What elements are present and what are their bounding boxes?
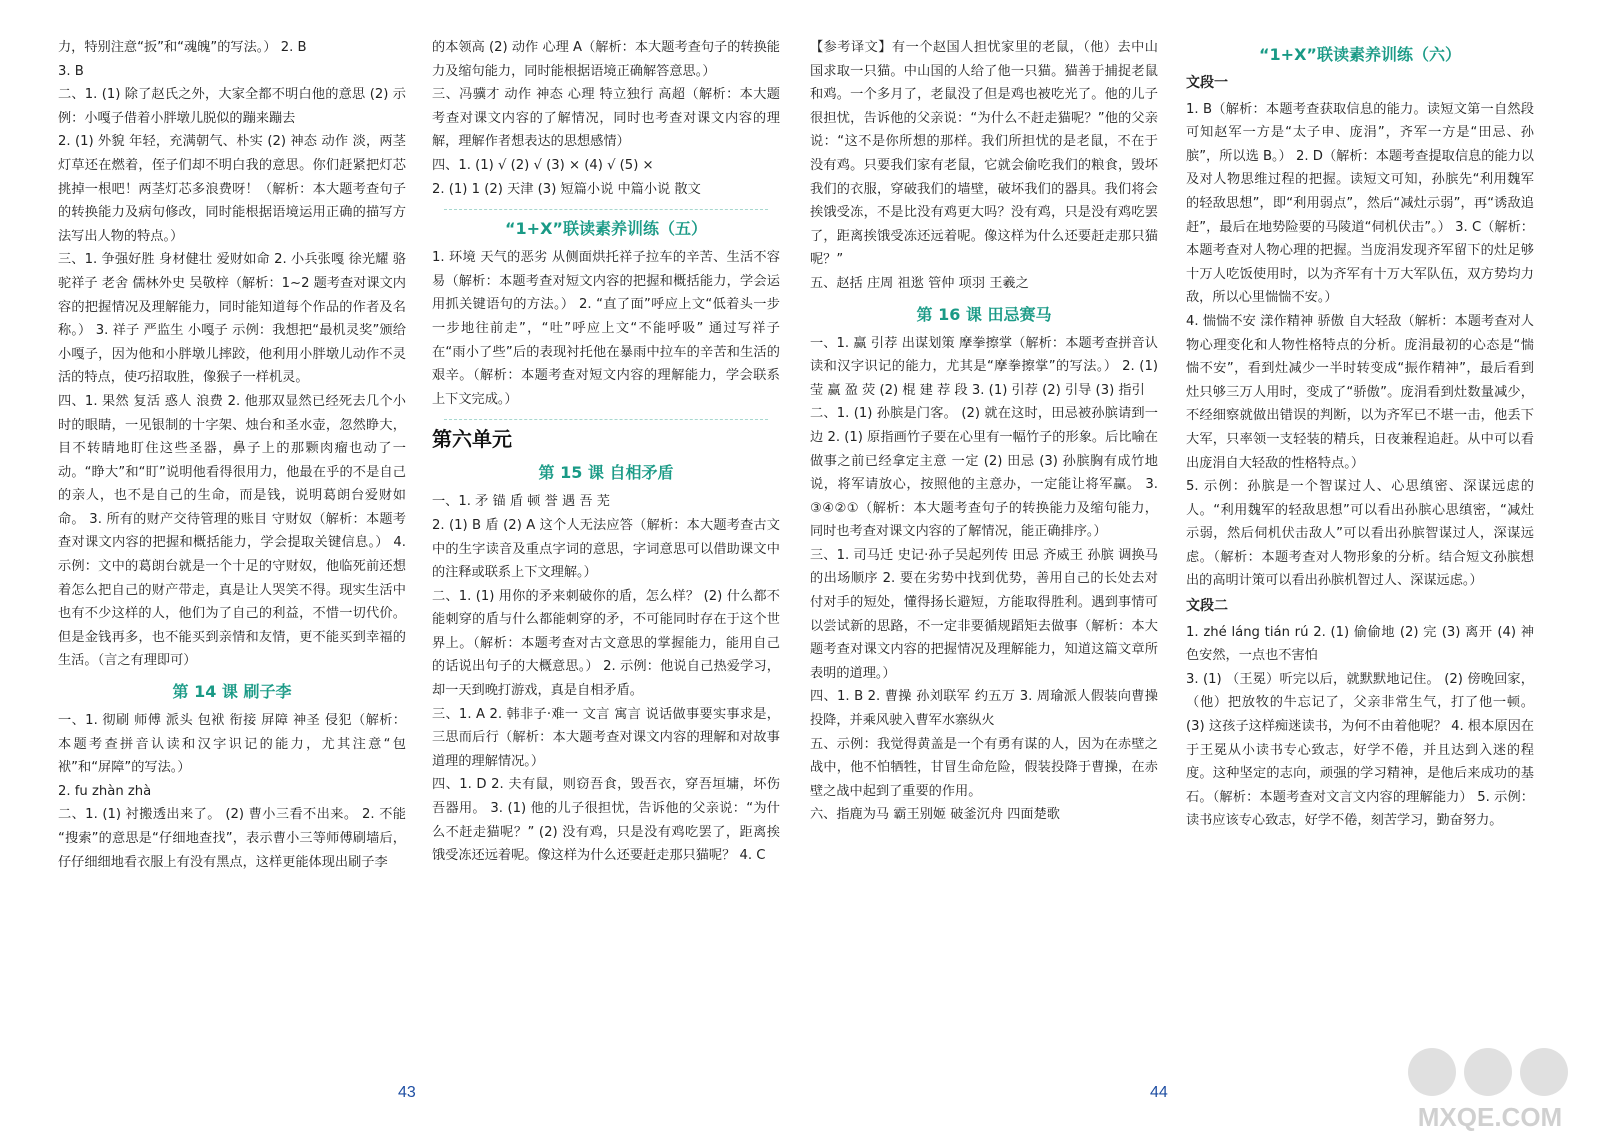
answer-paragraph: 四、1. (1) √ (2) √ (3) × (4) √ (5) × <box>432 157 654 173</box>
column-4 <box>1186 36 1534 833</box>
answer-paragraph: 三、冯骥才 动作 神态 心理 特立独行 高超（解析：本大题考查对课文内容的了解情况，同时也考查对课文内容的理解，理解作者想表达的思想感情） <box>432 87 780 150</box>
column-3 <box>810 36 1158 827</box>
answer-paragraph: 二、1. (1) 除了赵氏之外，大家全都不明白他的意思 (2) 示例：小嘎子借着小胖墩儿脱似的蹦来蹦去 <box>58 87 406 126</box>
answer-paragraph: 一、1. 彻刷 师傅 派头 包袱 衔接 屏障 神圣 侵犯（解析：本题考查拼音认读和汉字识记的能力，尤其注意“包袱”和“屏障”的写法。） <box>58 713 406 776</box>
passage-1-heading: 文段一 <box>1186 75 1228 91</box>
answer-paragraph: 2. (1) 外貌 年轻，充满朝气、朴实 (2) 神态 动作 淡，两茎灯草还在燃着，侄子们却不明白我的意思。你们赶紧把灯芯挑掉一根吧！两茎灯芯多浪费呀！（解析：本大题考查句子的转换能力及病句修改，同时能根据语境运用正确的描写方法写出人物的特点。） <box>58 134 406 244</box>
lesson-14-title: 第 14 课 刷子李 <box>172 682 292 702</box>
answer-paragraph: 四、1. B 2. 曹操 孙刘联军 约五万 3. 周瑜派人假装向曹操投降，并乘风驶入曹军水寨纵火 <box>810 689 1158 729</box>
answer-paragraph: 四、1. 果然 复活 惑人 浪费 2. 他那双显然已经死去几个小时的眼睛，一见银制的十字架、烛台和圣水壶，忽然睁大，目不转睛地盯住这些圣器，鼻子上的那颗肉瘤也动了一动。“睁大”和“盯”说明他看得很用力，他最在乎的不是自己的亲人，也不是自己的生命，而是钱，说明葛朗台爱财如命。 3. 所有的财产交待管理的账目 守财奴（解析：本题考查对课文内容的把握和概括能力，学会提取关键信息。） 4. 示例：文中的葛朗台就是一个十足的守财奴，他临死前还想着怎么把自己的财产带走，真是让人哭笑不得。现实生活中也有不少这样的人，他们为了自己的利益，不惜一切代价。但是金钱再多，也不能买到亲情和友情，更不能买到幸福的生活。（言之有理即可） <box>58 393 406 669</box>
page-number-right: 44 <box>1150 1084 1168 1101</box>
answer-paragraph: 5. 示例：孙膑是一个智谋过人、心思缜密、深谋远虑的人。“利用魏军的轻敌思想”可以看出孙膑心思缜密，“减灶示弱，然后伺机伏击敌人”可以看出孙膑智谋过人，深谋远虑。（解析：本题考查对人物形象的分析。结合短文孙膑想出的高明计策可以看出孙膑机智过人、深谋远虑。） <box>1186 479 1534 589</box>
answer-paragraph: 3. B <box>58 63 84 79</box>
answer-paragraph: 二、1. (1) 孙膑是门客。 (2) 就在这时，田忌被孙膑请到一边 2. (1) 原指画竹子要在心里有一幅竹子的形象。后比喻在做事之前已经拿定主意 一定 (2) 田忌 (3) 孙膑胸有成竹地说，将军请放心，按照他的主意办，一定能让将军赢。 3. ③④②①（解析：本大题考查句子的转换能力及缩句能力，同时也考查对课文内容的了解情况，能正确排序。） <box>810 406 1158 540</box>
column-2 <box>432 36 780 868</box>
answer-paragraph: 1. zhé láng tián rú 2. (1) 偷偷地 (2) 完 (3) 离开 (4) 神色安然，一点也不害怕 <box>1186 624 1534 664</box>
answer-paragraph: 五、赵括 庄周 祖逖 管仲 项羽 王羲之 <box>810 275 1029 291</box>
watermark-text: MXQE.COM <box>1417 1102 1563 1132</box>
unit-6-title: 第六单元 <box>432 427 512 452</box>
answer-paragraph: 2. (1) B 盾 (2) A 这个人无法应答（解析：本大题考查古文中的生字读音及重点字词的意思，字词意思可以借助课文中的注释或联系上下文理解。） <box>432 517 780 581</box>
answer-paragraph: 三、1. A 2. 韩非子·难一 文言 寓言 说话做事要实事求是，三思而后行（解析：本大题考查对课文内容的理解和对故事道理的理解情况。） <box>432 706 780 769</box>
answer-paragraph: 1. 环境 天气的恶劣 从侧面烘托祥子拉车的辛苦、生活不容易（解析：本题考查对短文内容的把握和概括能力，学会运用抓关键语句的方法。） 2. “直了面”呼应上文“低着头一步一步地往前走”，“吐”呼应上文“不能呼吸” 通过写祥子在“雨小了些”后的表现衬托他在暴雨中拉车的辛苦和生活的艰辛。（解析：本题考查对短文内容的理解能力，学会联系上下文完成。） <box>432 250 780 407</box>
answer-paragraph: 三、1. 争强好胜 身材健壮 爱财如命 2. 小兵张嘎 徐光耀 骆驼祥子 老舍 儒林外史 吴敬梓（解析：1~2 题考查对课文内容的把握情况及理解能力，同时能知道每个作品的作者及名称。） 3. 祥子 严监生 小嘎子 示例：我想把“最机灵奖”颁给小嘎子，因为他和小胖墩儿摔跤，他利用小胖墩儿动作不灵活的特点，使巧招取胜，像猴子一样机灵。 <box>58 252 406 386</box>
lesson-15-title: 第 15 课 自相矛盾 <box>538 463 674 483</box>
answer-paragraph: 六、指鹿为马 霸王别姬 破釜沉舟 四面楚歌 <box>810 807 1060 823</box>
passage-2-heading: 文段二 <box>1186 598 1228 615</box>
answer-paragraph: 一、1. 赢 引荐 出谋划策 摩拳擦掌（解析：本题考查拼音认读和汉字识记的能力，尤其是“摩拳擦掌”的写法。） 2. (1) 莹 赢 盈 荧 (2) 棍 建 荐 段 3. (1) 引荐 (2) 引导 (3) 指引 <box>810 335 1158 398</box>
answer-paragraph: 3. (1) （王冕）听完以后，就默默地记住。 (2) 傍晚回家，（他）把放牧的牛忘记了，父亲非常生气，打了他一顿。 (3) 这孩子这样痴迷读书，为何不由着他呢？ 4. 根本原因在于王冕从小读书专心致志，好学不倦，并且达到入迷的程度。这种坚定的志向，顽强的学习精神，是他后来成功的基石。（解析：本题考查对文言文内容的理解能力） 5. 示例：读书应该专心致志，好学不倦，刻苦学习，勤奋努力。 <box>1186 671 1534 829</box>
answer-paragraph: 一、1. 矛 锚 盾 顿 誉 遇 吾 芜 <box>432 494 610 510</box>
answer-paragraph: 力，特别注意“扳”和“魂魄”的写法。） 2. B <box>58 40 307 55</box>
answer-paragraph: 2. fu zhàn zhà <box>58 783 152 799</box>
page-number-left: 43 <box>398 1084 416 1101</box>
answer-paragraph: 2. (1) 1 (2) 天津 (3) 短篇小说 中篇小说 散文 <box>432 181 701 197</box>
answer-paragraph: 二、1. (1) 衬搬透出来了。 (2) 曹小三看不出来。 2. 不能 “搜索”的意思是“仔细地查找”，表示曹小三等师傅刷墙后，仔仔细细地看衣服上有没有黑点，这样更能体现出刷子李 <box>58 807 406 870</box>
answer-paragraph: 的本领高 (2) 动作 心理 A（解析：本大题考查句子的转换能力及缩句能力，同时能根据语境正确解答意思。） <box>432 40 780 79</box>
lesson-16-title: 第 16 课 田忌赛马 <box>916 304 1052 324</box>
lianxu-6-title: “1+X”联读素养训练（六） <box>1259 45 1461 64</box>
answer-paragraph: 五、示例：我觉得黄盖是一个有勇有谋的人，因为在赤壁之战中，他不怕牺牲，甘冒生命危险，假装投降于曹操，在赤壁之战中起到了重要的作用。 <box>810 736 1158 799</box>
translation-paragraph: 【参考译文】有一个赵国人担忧家里的老鼠，（他）去中山国求取一只猫。中山国的人给了他一只猫。猫善于捕捉老鼠和鸡。一个多月了，老鼠没了但是鸡也被吃光了。他的儿子很担忧，告诉他的父亲说：“为什么不赶走猫呢？”他的父亲说：“这不是你所想的那样。我们所担忧的是老鼠，不在于没有鸡。只要我们家有老鼠，它就会偷吃我们的粮食，毁坏我们的衣服，穿破我们的墙壁，破坏我们的器具。我们将会挨饿受冻，不是比没有鸡更大吗？没有鸡，只是没有鸡吃罢了，距离挨饿受冻还远着呢。像这样为什么还要赶走那只猫呢？” <box>810 40 1158 268</box>
section-divider <box>444 209 768 210</box>
answer-paragraph: 四、1. D 2. 夫有鼠，则窃吾食，毁吾衣，穿吾垣墉，坏伤吾器用。 3. (1) 他的儿子很担忧，告诉他的父亲说：“为什么不赶走猫呢？” (2) 没有鸡，只是没有鸡吃罢了，距离挨饿受冻还远着呢。像这样为什么还要赶走那只猫呢？ 4. C <box>432 777 780 864</box>
column-1 <box>58 36 406 874</box>
answer-paragraph: 二、1. (1) 用你的矛来刺破你的盾，怎么样？ (2) 什么都不能刺穿的盾与什么都能刺穿的矛，不可能同时存在于这个世界上。（解析：本题考查对古文意思的掌握能力，能用自己的话说出句子的大概意思。） 2. 示例：他说自己热爱学习，却一天到晚打游戏，真是自相矛盾。 <box>432 588 780 699</box>
watermark-logo-icon <box>1392 1040 1588 1134</box>
answer-paragraph: 1. B（解析：本题考查获取信息的能力。读短文第一自然段可知赵军一方是“太子申、庞涓”，齐军一方是“田忌、孙膑”，所以选 B。） 2. D（解析：本题考查提取信息的能力以及对人物思维过程的把握。读短文可知，孙膑先“利用魏军的轻敌思想”，即“利用弱点”，然后“减灶示弱”，再“诱敌追赶”，最后在地势险要的马陵道“伺机伏击”。） 3. C（解析：本题考查对人物心理的把握。当庞涓发现齐军留下的灶足够十万人吃饭使用时，以为齐军有十万大军队伍，双方势均力敌，所以心里惴惴不安。） <box>1186 101 1534 306</box>
section-divider <box>444 419 768 420</box>
answer-paragraph: 三、1. 司马迁 史记·孙子吴起列传 田忌 齐威王 孙膑 调换马的出场顺序 2. 要在劣势中找到优势，善用自己的长处去对付对手的短处，懂得扬长避短，方能取得胜利。遇到事情可以尝试新的思路，不一定非要循规蹈矩去做事（解析：本大题考查对课文内容的把握情况及理解能力，知道这篇文章所表明的道理。） <box>810 547 1158 681</box>
answer-paragraph: 4. 惴惴不安 漾作精神 骄傲 自大轻敌（解析：本题考查对人物心理变化和人物性格特点的分析。庞涓最初的心态是“惴惴不安”，看到灶减少一半时转变成“振作精神”，最后看到灶只够三万人用时，变成了“骄傲”。庞涓看到灶数量减少，不经细察就做出错误的判断，以为齐军已不堪一击，他丢下大军，只率领一支轻装的精兵，日夜兼程追赶。从中可以看出庞涓自大轻敌的性格特点。） <box>1186 313 1534 471</box>
lianxu-5-title: “1+X”联读素养训练（五） <box>505 219 707 239</box>
